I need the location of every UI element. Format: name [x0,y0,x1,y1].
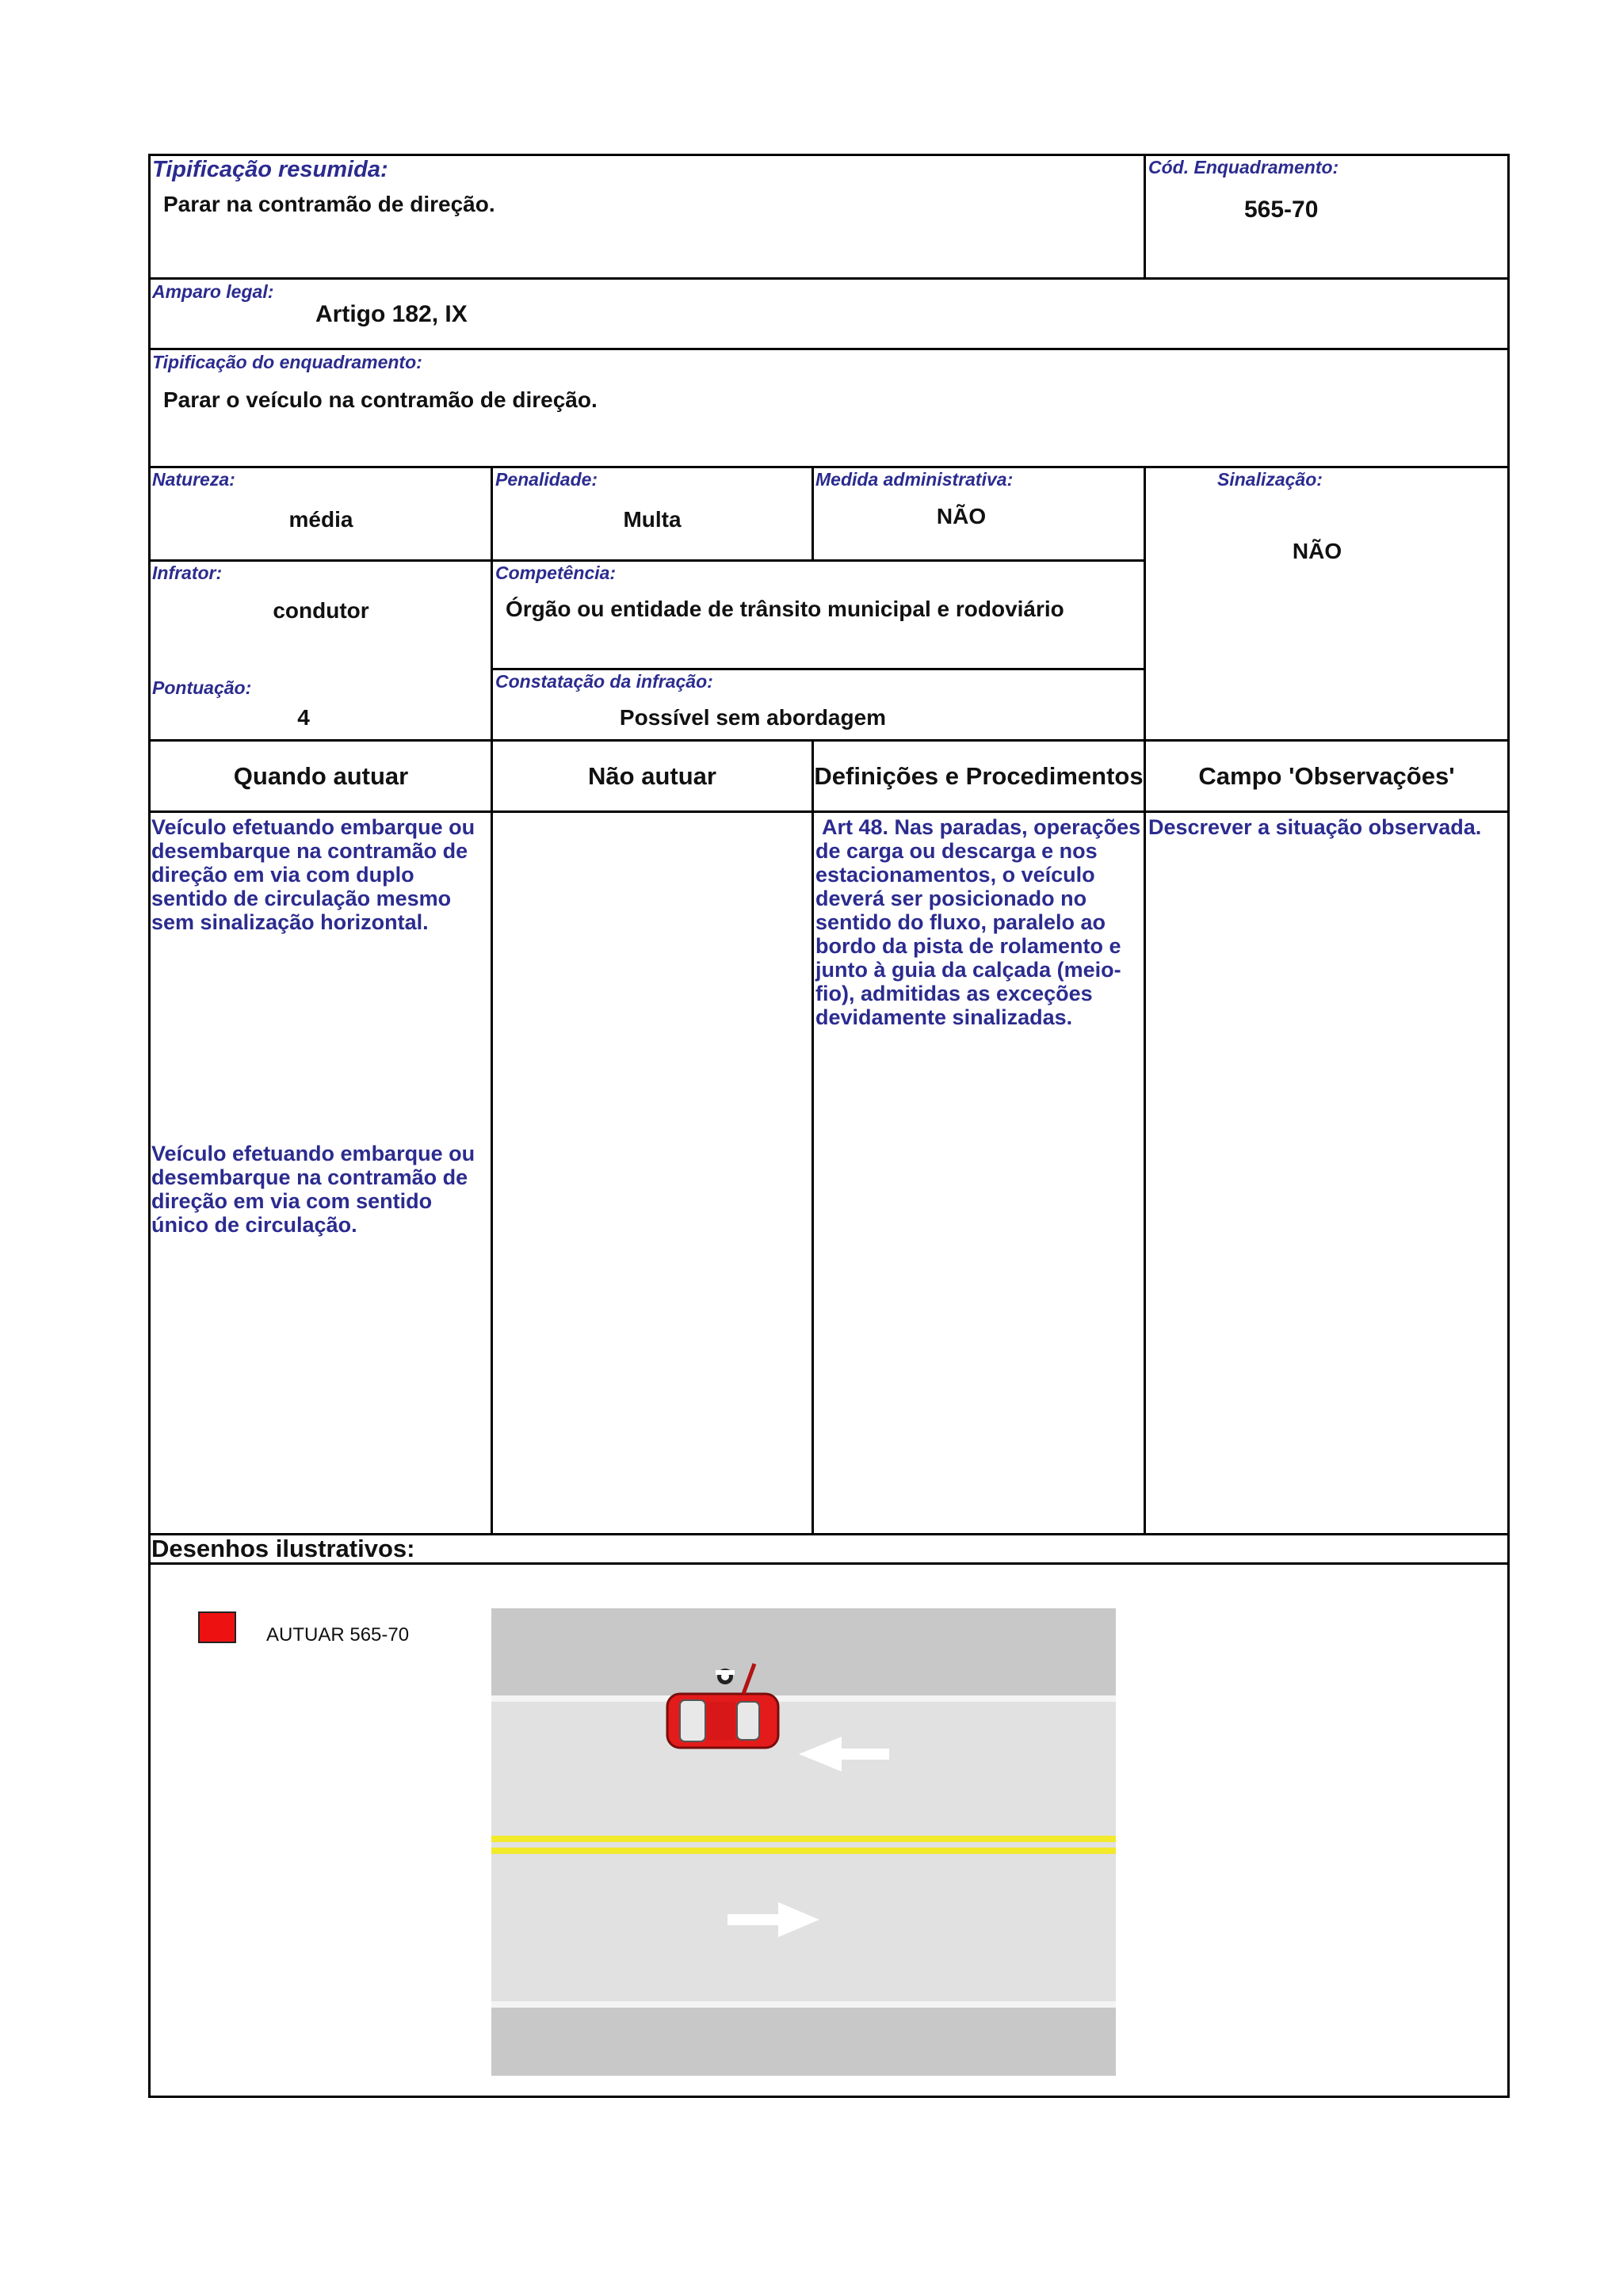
enquadramento-value: Parar o veículo na contramão de direção. [163,387,598,412]
definicoes-text: Art 48. Nas paradas, operações de carga ou descarga e nos estacionamentos, o veículo deverá ser posicionado no sentido do fluxo, paralelo ao bordo da pista de rolamento e junto à guia da calçada (meio-fio), admitidas as exceções devidamente sinalizadas. [815,815,1141,1029]
divider [148,277,1510,280]
natureza-value: média [288,507,353,532]
pontuacao-value: 4 [297,705,310,730]
tipificacao-label: Tipificação resumida: [152,157,388,182]
penalidade-value: Multa [623,507,682,532]
enquadramento-label: Tipificação do enquadramento: [152,352,422,372]
divider [148,810,1510,813]
divider [148,739,1510,742]
header-nao-autuar: Não autuar [588,762,716,790]
desenhos-title: Desenhos ilustrativos: [151,1535,415,1562]
divider [148,348,1510,350]
header-quando-autuar: Quando autuar [233,762,409,790]
competencia-value: Órgão ou entidade de trânsito municipal e rodoviário [506,597,1064,621]
divider [491,466,493,1535]
observacoes-text: Descrever a situação observada. [1148,815,1482,839]
divider [812,739,814,1535]
infrator-value: condutor [273,598,369,623]
cod-enquadramento-value: 565-70 [1244,196,1319,223]
divider [1144,154,1146,279]
sidewalk-top [491,1608,1116,1695]
legend-label: AUTUAR 565-70 [266,1624,410,1646]
constatacao-label: Constatação da infração: [495,671,713,692]
penalidade-label: Penalidade: [495,469,598,490]
pontuacao-label: Pontuação: [152,677,252,698]
divider [492,668,1145,670]
curb-bottom [491,2001,1116,2008]
natureza-label: Natureza: [152,469,235,490]
cod-enquadramento-label: Cód. Enquadramento: [1148,157,1339,177]
divider [148,466,1510,468]
medida-label: Medida administrativa: [815,469,1014,490]
amparo-label: Amparo legal: [152,281,274,302]
tipificacao-value: Parar na contramão de direção. [163,192,495,216]
curb-top [491,1695,1116,1702]
amparo-value: Artigo 182, IX [315,301,468,327]
yellow-line-top [491,1836,1116,1842]
competencia-label: Competência: [495,563,617,583]
sinalizacao-value: NÃO [1292,539,1342,563]
road-illustration [491,1608,1116,2076]
sidewalk-bottom [491,2008,1116,2076]
header-definicoes: Definições e Procedimentos [814,762,1144,790]
constatacao-value: Possível sem abordagem [619,705,887,730]
divider [1144,466,1146,1535]
sinalizacao-label: Sinalização: [1217,469,1323,490]
header-observacoes: Campo 'Observações' [1198,762,1455,790]
medida-value: NÃO [936,504,987,528]
quando-autuar-text-1: Veículo efetuando embarque ou desembarque na contramão de direção em via com duplo sentido de circulação mesmo sem sinalização horizontal. [151,815,475,934]
yellow-line-bottom [491,1848,1116,1854]
legend-square [198,1611,236,1643]
infrator-label: Infrator: [152,563,223,583]
quando-autuar-text-2: Veículo efetuando embarque ou desembarque na contramão de direção em via com sentido único de circulação. [151,1142,475,1237]
divider [148,559,1145,562]
